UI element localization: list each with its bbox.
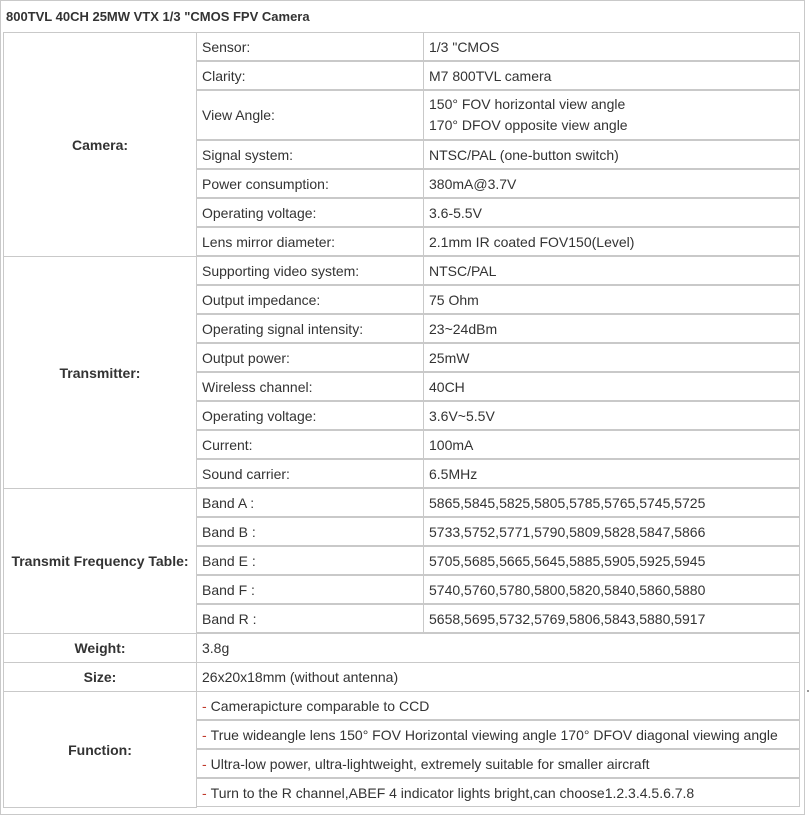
spec-key: Lens mirror diameter:: [196, 227, 424, 256]
spec-key: Supporting video system:: [196, 256, 424, 285]
spec-value: 100mA: [423, 430, 800, 459]
spec-key: Operating voltage:: [196, 198, 424, 227]
band-frequencies: 5865,5845,5825,5805,5785,5765,5745,5725: [423, 488, 800, 517]
spec-key: Output power:: [196, 343, 424, 372]
spec-value: 75 Ohm: [423, 285, 800, 314]
function-item: [196, 720, 800, 749]
spec-key: Clarity:: [196, 61, 424, 90]
spec-key: Current:: [196, 430, 424, 459]
spec-value: [423, 90, 800, 140]
section-label-size: Size:: [3, 662, 197, 692]
band-frequencies: 5658,5695,5732,5769,5806,5843,5880,5917: [423, 604, 800, 633]
spec-value: 1/3 "CMOS: [423, 32, 800, 61]
spec-key: Wireless channel:: [196, 372, 424, 401]
band-frequencies: 5733,5752,5771,5790,5809,5828,5847,5866: [423, 517, 800, 546]
section-label-camera: Camera:: [3, 32, 197, 257]
function-text: Turn to the R channel,ABEF 4 indicator lights bright,can choose1.2.3.4.5.6.7.8: [210, 784, 695, 801]
spec-value: 25mW: [423, 343, 800, 372]
band-frequencies: 5740,5760,5780,5800,5820,5840,5860,5880: [423, 575, 800, 604]
section-label-transmitter: Transmitter:: [3, 256, 197, 489]
spec-key: View Angle:: [196, 90, 424, 140]
function-item: [196, 778, 800, 807]
band-key: Band B :: [196, 517, 424, 546]
bullet-dash: -: [202, 755, 207, 772]
spec-value-line: 170° DFOV opposite view angle: [429, 117, 628, 133]
spec-value: 23~24dBm: [423, 314, 800, 343]
spec-value-line: 150° FOV horizontal view angle: [429, 96, 626, 112]
section-label-frequency: Transmit Frequency Table:: [3, 488, 197, 634]
band-key: Band A :: [196, 488, 424, 517]
bullet-dash: -: [202, 697, 207, 714]
spec-value: 2.1mm IR coated FOV150(Level): [423, 227, 800, 256]
function-text: True wideangle lens 150° FOV Horizontal viewing angle 170° DFOV diagonal viewing angle: [210, 726, 778, 743]
bullet-dash: -: [202, 726, 207, 743]
spec-key: Sensor:: [196, 32, 424, 61]
section-label-weight: Weight:: [3, 633, 197, 663]
band-key: Band E :: [196, 546, 424, 575]
bullet-dash: -: [202, 784, 207, 801]
spec-key: Operating signal intensity:: [196, 314, 424, 343]
spec-value: 380mA@3.7V: [423, 169, 800, 198]
spec-value: 40CH: [423, 372, 800, 401]
size-value: 26x20x18mm (without antenna): [196, 662, 800, 692]
spec-key: Sound carrier:: [196, 459, 424, 488]
band-frequencies: 5705,5685,5665,5645,5885,5905,5925,5945: [423, 546, 800, 575]
function-text: Ultra-low power, ultra-lightweight, extremely suitable for smaller aircraft: [210, 755, 650, 772]
spec-key: Power consumption:: [196, 169, 424, 198]
spec-key: Signal system:: [196, 140, 424, 169]
function-item: [196, 749, 800, 778]
section-label-function: Function:: [3, 691, 197, 808]
function-item: [196, 691, 800, 720]
spec-key: Output impedance:: [196, 285, 424, 314]
spec-value: 3.6V~5.5V: [423, 401, 800, 430]
table-title: 800TVL 40CH 25MW VTX 1/3 "CMOS FPV Camera: [6, 9, 310, 24]
spec-value: M7 800TVL camera: [423, 61, 800, 90]
band-key: Band F :: [196, 575, 424, 604]
spec-value: NTSC/PAL (one-button switch): [423, 140, 800, 169]
edge-mark: [807, 690, 809, 692]
spec-value: 6.5MHz: [423, 459, 800, 488]
weight-value: 3.8g: [196, 633, 800, 663]
spec-value: 3.6-5.5V: [423, 198, 800, 227]
band-key: Band R :: [196, 604, 424, 633]
spec-value: NTSC/PAL: [423, 256, 800, 285]
spec-key: Operating voltage:: [196, 401, 424, 430]
function-text: Camerapicture comparable to CCD: [210, 697, 430, 714]
